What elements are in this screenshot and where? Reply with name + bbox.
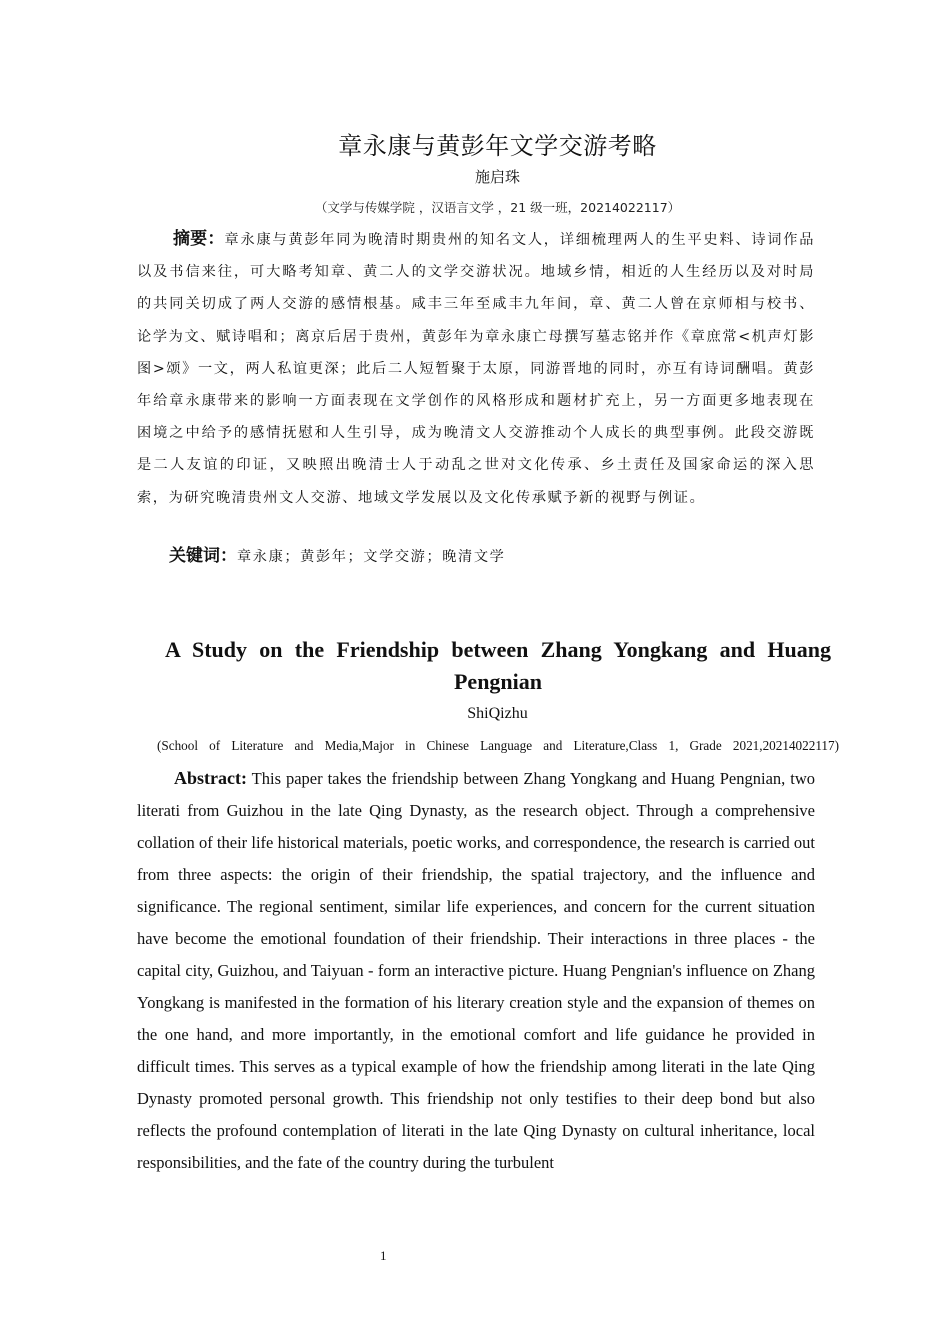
chinese-abstract [137, 223, 815, 514]
chinese-affiliation: （文学与传媒学院 ，汉语言文学 ，21 级一班，20214022117） [314, 200, 681, 215]
chinese-keywords-label: 关键词： [169, 546, 237, 566]
english-abstract [137, 762, 815, 1210]
chinese-abstract-label: 摘要： [173, 229, 225, 249]
chinese-author: 施启珠 [474, 168, 520, 186]
page-number: 1 [380, 1248, 387, 1263]
english-affiliation: (School of Literature and Media,Major in Chinese Language and Literature,Class 1, Grade 2021,20214022117) [157, 738, 839, 753]
english-title: A Study on the Friendship between Zhang Yongkang and Huang Pengnian [165, 637, 831, 694]
english-abstract-label: Abstract: [174, 768, 247, 788]
english-abstract-text: This paper takes the friendship between Zhang Yongkang and Huang Pengnian, two literati from Guizhou in the late Qing Dynasty, as the research object. Through a comprehensive collation of their life historical materials, poetic works, and correspondence, the research is carried out from three aspects: the origin of their friendship, the spatial trajectory, and the influence and significance. The regional sentiment, similar life experiences, and concern for the current situation have become the emotional foundation of their friendship. Their interactions in three places - the capital city, Guizhou, and Taiyuan - form an interactive picture. Huang Pengnian's influence on Zhang Yongkang is manifested in the formation of his literary creation style and the expansion of themes on the one hand, and more importantly, in the emotional comfort and life guidance he provided in difficult times. This serves as a typical example of how the friendship among literati in the late Qing Dynasty promoted personal growth. This friendship not only testifies to their deep bond but also reflects the profound contemplation of literati in the late Qing Dynasty on cultural inheritance, local responsibilities, and the fate of the country during the turbulent [137, 769, 815, 1172]
chinese-keywords [169, 541, 505, 566]
chinese-title: 章永康与黄彭年文学交游考略 [338, 132, 657, 160]
chinese-keywords-text: 章永康；黄彭年；文学交游；晚清文学 [237, 549, 506, 565]
english-author: ShiQizhu [467, 705, 528, 722]
chinese-abstract-text: 章永康与黄彭年同为晚清时期贵州的知名文人，详细梳理两人的生平史料、诗词作品以及书信来往，可大略考知章、黄二人的文学交游状况。地域乡情，相近的人生经历以及对时局的共同关切成了两人交游的感情根基。咸丰三年至咸丰九年间，章、黄二人曾在京师相与校书、论学为文、赋诗唱和；离京后居于贵州，黄彭年为章永康亡母撰写墓志铭并作《章庶常<机声灯影图>颂》一文，两人私谊更深；此后二人短暂聚于太原，同游晋地的同时，亦互有诗词酬唱。黄彭年给章永康带来的影响一方面表现在文学创作的风格形成和题材扩充上，另一方面更多地表现在困境之中给予的感情抚慰和人生引导，成为晚清文人交游推动个人成长的典型事例。此段交游既是二人友谊的印证，又映照出晚清士人于动乱之世对文化传承、乡土责任及国家命运的深入思索，为研究晚清贵州文人交游、地域文学发展以及文化传承赋予新的视野与例证。 [137, 232, 816, 506]
